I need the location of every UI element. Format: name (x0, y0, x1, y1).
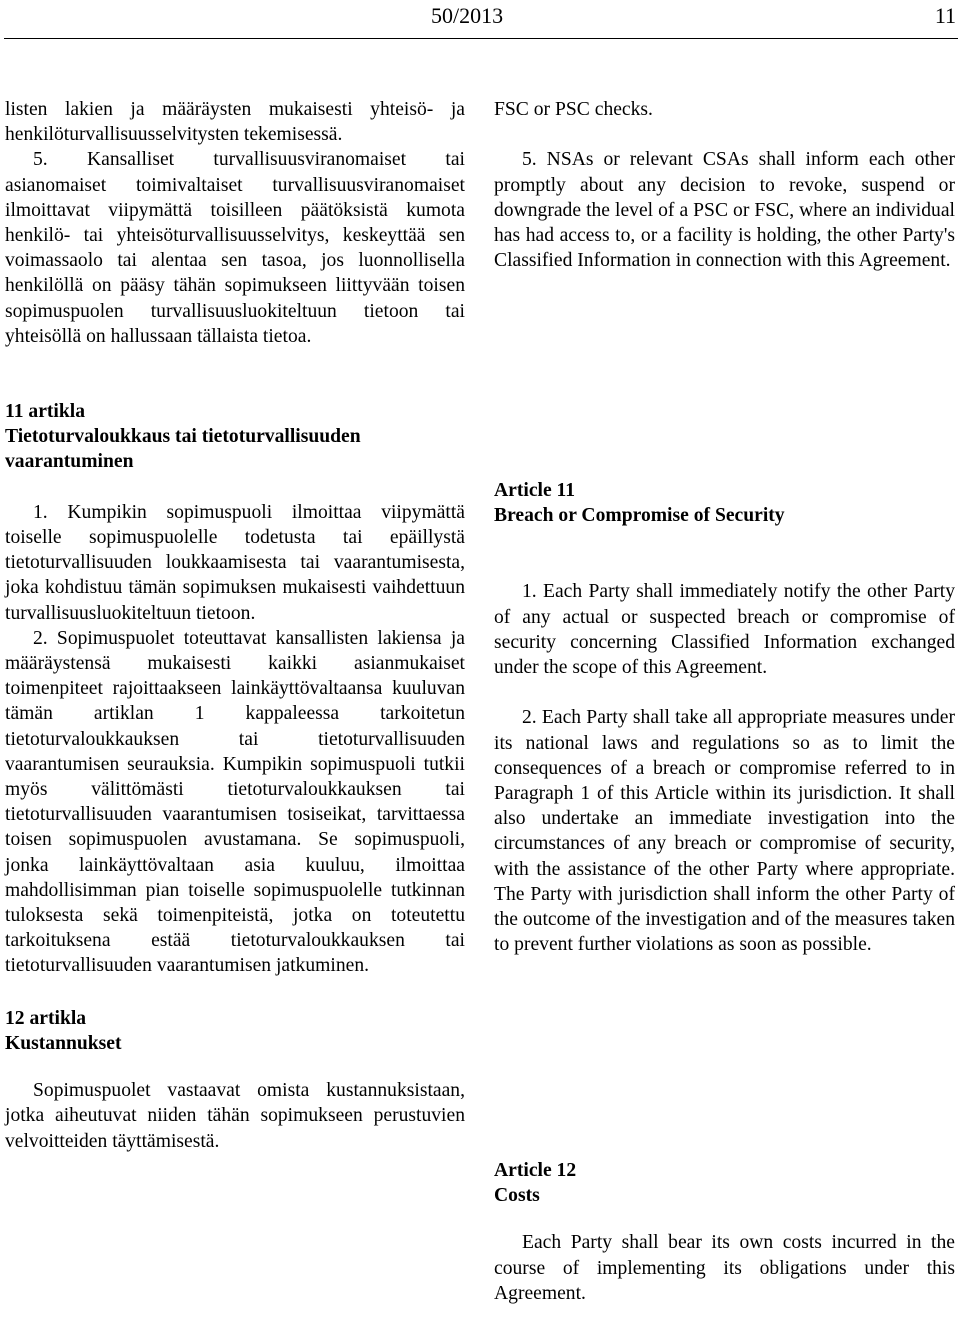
en-article-11-number: Article 11 (494, 480, 576, 501)
english-column (494, 97, 955, 273)
header-divider (4, 38, 958, 39)
en-article-12-title: Costs (494, 1185, 540, 1207)
fi-article-12-number: 12 artikla (5, 1007, 87, 1029)
fi-article-11-title: Tietoturvaloukkaus tai tietoturvallisuuden vaarantuminen (5, 426, 361, 473)
fi-intro-text: listen lakien ja määräysten mukaisesti yhteisö- ja henkilöturvallisuusselvitysten tekemisessä. (5, 99, 465, 146)
fi-article-12-paragraph: Sopimuspuolet vastaavat omista kustannuksistaan, jotka aiheutuvat niiden tähän sopimukseen perustuvien velvoitteiden täyttämisestä. (5, 1080, 465, 1152)
en-article-11-paragraph-1: 1. Each Party shall immediately notify the other Party of any actual or suspected breach or compromise of security concerning Classified Information exchanged under the scope of this Agreement. (494, 581, 955, 679)
issue-number: 50/2013 (431, 3, 504, 28)
english-article-11 (494, 478, 955, 957)
fi-article-11-paragraph-2: 2. Sopimuspuolet toteuttavat kansallisten lakiensa ja määräystensä mukaisesti kaikki asianmukaiset toimenpiteet rajoittaakseen lainkäyttövaltaansa kuuluvan tämän artiklan 1 kappaleessa tarkoitetun tietoturvaloukkauksen tai tietoturvallisuuden vaarantumisen seurauksia. Kumpikin sopimuspuoli tutkii myös välittömästi tietoturvaloukkauksen tai tietoturvallisuuden vaarantumisen tosiseikat, tarvittaessa toisen sopimuspuolen avustamana. Se sopimuspuoli, jonka lainkäyttövaltaan asia kuuluu, ilmoittaa mahdollisimman pian toiselle sopimuspuolelle tutkinnan tuloksesta sekä toimenpiteistä, jotka on toteutettu tarkoituksena estää tietoturvaloukkauksen tai tietoturvallisuuden vaarantumisen jatkuminen. (5, 627, 465, 977)
en-article-11-paragraph-2: 2. Each Party shall take all appropriate measures under its national laws and regulations so as to limit the consequences of a breach or compromise referred to in Paragraph 1 of this Article within its jurisdiction. It shall also undertake an immediate investigation into the circumstances of any breach or compromise of security, with the assistance of the other Party where appropriate. The Party with jurisdiction shall inform the other Party of the outcome of the investigation and of the measures taken to prevent further violations as soon as possible. (494, 707, 955, 956)
en-article-11-title: Breach or Compromise of Security (494, 505, 785, 527)
en-paragraph-5: 5. NSAs or relevant CSAs shall inform each other promptly about any decision to revoke, suspend or downgrade the level of a PSC or FSC, where an individual has had access to, or a facility is holding, the other Party's Classified Information in connection with this Agreement. (494, 149, 955, 272)
fi-article-11-number: 11 artikla (5, 401, 86, 423)
fi-article-12-title: Kustannukset (5, 1032, 122, 1054)
en-intro-text: FSC or PSC checks. (494, 99, 653, 120)
fi-paragraph-5: 5. Kansalliset turvallisuusviranomaiset tai asianomaiset toimivaltaiset turvallisuusviranomaiset ilmoittavat viipymättä toisilleen päätöksistä kumota henkilö- tai yhteisöturvallisuusselvitys, keskeyttää sen voimassaolo tai alentaa sen tasoa, jos luonnollisella henkilöllä on pääsy tähän sopimukseen liittyvään toisen sopimuspuolen turvallisuusluokiteltuun tietoon tai yhteisöllä on hallussaan tällaista tietoa. (5, 149, 465, 347)
en-article-12-number: Article 12 (494, 1160, 577, 1181)
en-article-12-paragraph: Each Party shall bear its own costs incurred in the course of implementing its obligations under this Agreement. (494, 1232, 955, 1304)
page-header (0, 0, 960, 46)
english-article-12 (494, 1158, 955, 1306)
finnish-column (5, 97, 465, 1154)
fi-article-11-paragraph-1: 1. Kumpikin sopimuspuoli ilmoittaa viipymättä toiselle sopimuspuolelle todetusta tai epäillystä tietoturvallisuuden loukkaamisesta tai vaarantumisesta, joka kohdistuu tämän sopimuksen mukaisesti vaihdettuun turvallisuusluokiteltuun tietoon. (5, 501, 465, 624)
page-number: 11 (934, 3, 956, 28)
